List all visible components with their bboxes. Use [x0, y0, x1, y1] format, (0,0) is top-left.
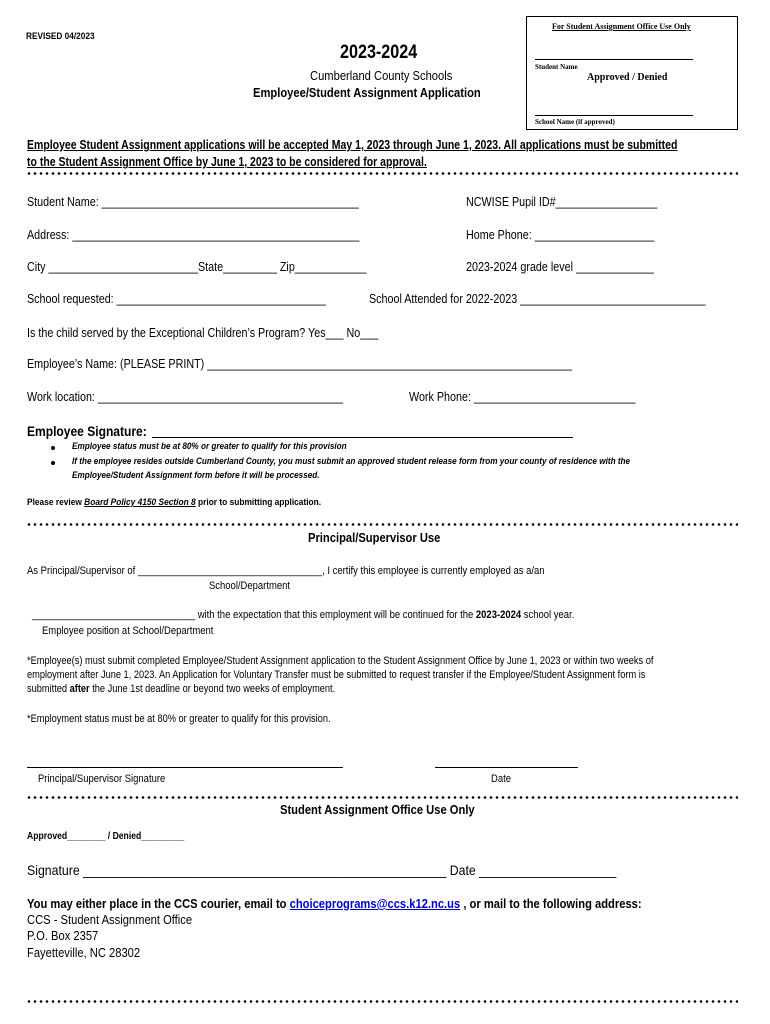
principal-heading: Principal/Supervisor Use: [308, 530, 441, 545]
address-line-2: P.O. Box 2357: [27, 928, 99, 943]
note2: *Employment status must be at 80% or greater to qualify for this provision.: [27, 713, 331, 725]
employee-signature-label: Employee Signature:: [27, 423, 147, 439]
school-requested-field[interactable]: School requested: ___________________________________: [27, 292, 326, 306]
contact-instructions: You may either place in the CCS courier, email to choiceprograms@ccs.k12.nc.us , or mail to the following address:: [27, 896, 642, 911]
divider: [26, 796, 738, 799]
office-signature-date-field[interactable]: Signature _____________________________________________________ Date ____________________: [27, 862, 617, 878]
divider: [26, 1000, 738, 1003]
revised-date: REVISED 04/2023: [26, 31, 95, 41]
address-line-3: Fayetteville, NC 28302: [27, 945, 141, 960]
deadline-notice-line2: to the Student Assignment Office by June 1, 2023 to be considered for approval.: [27, 155, 427, 169]
note1-line3: submitted after the June 1st deadline or beyond two weeks of employment.: [27, 683, 336, 695]
work-phone-field[interactable]: Work Phone: ___________________________: [409, 390, 636, 404]
grade-level-field[interactable]: 2023-2024 grade level _____________: [466, 260, 654, 274]
ncwise-id-field[interactable]: NCWISE Pupil ID#_________________: [466, 195, 658, 209]
address-field[interactable]: Address: ________________________________________________: [27, 228, 360, 242]
note1-line1: *Employee(s) must submit completed Employee/Student Assignment application to the Student Assignment Office by June 1, 2023 or within two weeks of: [27, 655, 654, 667]
city-state-zip-field[interactable]: City _________________________State_________ Zip____________: [27, 260, 367, 274]
policy-link[interactable]: Board Policy 4150 Section 8: [84, 497, 196, 508]
approved-denied-field[interactable]: Approved________ / Denied_________: [27, 831, 185, 842]
home-phone-field[interactable]: Home Phone: ____________________: [466, 228, 655, 242]
principal-signature-line[interactable]: [27, 767, 343, 768]
office-student-name-label: Student Name: [535, 63, 578, 71]
deadline-notice-line1: Employee Student Assignment applications will be accepted May 1, 2023 through June 1, 2023. All applications must be submitted: [27, 138, 678, 152]
work-location-field[interactable]: Work location: _________________________________________: [27, 390, 344, 404]
district-name: Cumberland County Schools: [310, 68, 453, 83]
bullet: [51, 461, 55, 465]
employee-name-field[interactable]: Employee’s Name: (PLEASE PRINT) _____________________________________________________________: [27, 357, 572, 371]
principal-date-line[interactable]: [435, 767, 578, 768]
divider: [26, 172, 738, 175]
office-use-box: [526, 16, 738, 130]
employee-signature-line[interactable]: [152, 437, 573, 438]
school-name-line: [535, 115, 693, 116]
exceptional-children-field[interactable]: Is the child served by the Exceptional Children’s Program? Yes___ No___: [27, 326, 379, 340]
principal-signature-label: Principal/Supervisor Signature: [38, 773, 166, 785]
school-attended-field[interactable]: School Attended for 2022-2023 _______________________________: [369, 292, 706, 306]
school-year: 2023-2024: [340, 42, 418, 63]
form-title: Employee/Student Assignment Application: [253, 85, 481, 100]
employee-position-label: Employee position at School/Department: [42, 625, 214, 637]
bullet-text-1: Employee status must be at 80% or greater to qualify for this provision: [72, 441, 347, 452]
school-department-label: School/Department: [209, 580, 290, 592]
certify-line[interactable]: As Principal/Supervisor of ___________________________________, I certify this employee is currently employed as a/an: [27, 565, 545, 577]
email-link[interactable]: choiceprograms@ccs.k12.nc.us: [289, 896, 461, 911]
bullet-text-2-cont: Employee/Student Assignment form before it will be processed.: [72, 470, 320, 481]
principal-date-label: Date: [491, 773, 511, 785]
approved-denied-label: Approved / Denied: [587, 72, 668, 83]
office-heading: Student Assignment Office Use Only: [280, 802, 475, 817]
bullet: [51, 446, 55, 450]
student-name-line: [535, 59, 693, 60]
bullet-text-2: If the employee resides outside Cumberland County, you must submit an approved student release form from your county of residence with the: [72, 456, 631, 467]
continued-employment-line[interactable]: _______________________________ with the expectation that this employment will be continued for the 2023-2024 school year.: [32, 609, 575, 621]
office-box-title: For Student Assignment Office Use Only: [552, 22, 691, 31]
address-line-1: CCS - Student Assignment Office: [27, 912, 193, 927]
policy-note: Please review Board Policy 4150 Section 8 prior to submitting application.: [27, 497, 322, 508]
office-school-name-label: School Name (if approved): [535, 118, 615, 126]
divider: [26, 523, 738, 526]
student-name-field[interactable]: Student Name: ___________________________________________: [27, 195, 359, 209]
note1-line2: employment after June 1, 2023. An Application for Voluntary Transfer must be submitted to request transfer if the Employee/Student Assignment form is: [27, 669, 646, 681]
